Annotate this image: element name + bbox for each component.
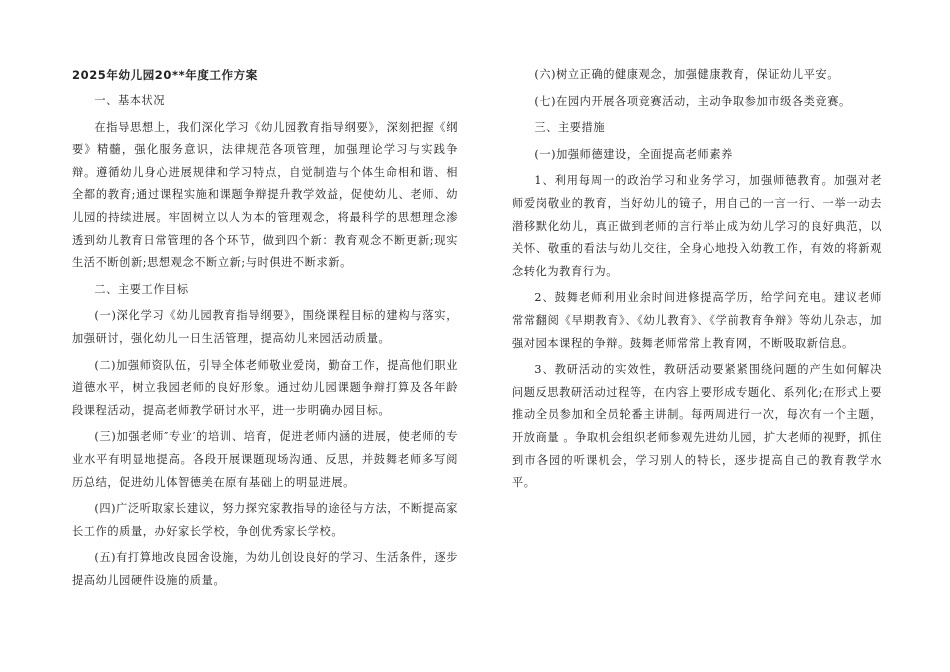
subheading-teacher-ethics: (一)加强师德建设，全面提高老师素养 [534, 147, 733, 161]
section-heading-basic-situation: 一、基本状况 [94, 94, 166, 107]
paragraph-goal-7: (七)在园内开展各项竞赛活动，主动争取参加市级各类竞赛。 [534, 94, 851, 108]
paragraph-guiding-thought: 在指导思想上，我们深化学习《幼儿园教育指导纲要》，深刻把握《纲要》精髓，强化服务意识，法律规范各项管理，加强理论学习与实践争辩。遵循幼儿身心进展规律和学习特点，自觉制造与个体生命相和谐、相全都的教育;通过课程实施和课题争辩提升教学效益，促使幼儿、老师、幼儿园的持续进展。牢固树立以人为本的管理观念，将最科学的思想理念渗透到幼儿教育日常管理的各个环节，做到四个新：教育观念不断更新;现实生活不断创新;思想观念不断立新;与时俱进不断求新。 [72, 120, 458, 270]
document-title: 2025年幼儿园20**年度工作方案 [72, 68, 258, 82]
paragraph-goal-5: (五)有打算地改良园舍设施，为幼儿创设良好的学习、生活条件，逐步提高幼儿园硬件设施的质量。 [72, 551, 458, 587]
paragraph-measure-1: 1、利用每周一的政治学习和业务学习，加强师德教育。加强对老师爱岗敬业的教育，当好幼儿的镜子，用自己的一言一行、一举一动去潜移默化幼儿，真正做到老师的言行举止成为幼儿学习的良好典范，以关怀、敬重的看法与幼儿交往，全身心地投入幼教工作，有效的将新观念转化为教育行为。 [512, 174, 882, 278]
section-heading-main-goals: 二、主要工作目标 [94, 282, 189, 296]
paragraph-measure-2: 2、鼓舞老师利用业余时间进修提高学历，给学问充电。建议老师常常翻阅《早期教育》、《幼儿教育》、《学前教育争辩》等幼儿杂志，加强对园本课程的争辩。鼓舞老师常常上教育网，不断吸取新信息。 [512, 291, 882, 350]
paragraph-goal-2: (二)加强师资队伍，引导全体老师敬业爱岗，勤奋工作，提高他们职业道德水平，树立我园老师的良好形象。通过幼儿园课题争辩打算及各年龄段课程活动，提高老师教学研讨水平，进一步明确办园目标。 [72, 358, 458, 417]
paragraph-goal-1: (一)深化学习《幼儿园教育指导纲要》，围绕课程目标的建构与落实，加强研讨，强化幼儿一日生活管理，提高幼儿来园活动质量。 [72, 309, 458, 345]
paragraph-goal-4: (四)广泛听取家长建议，努力探究家教指导的途径与方法，不断提高家长工作的质量，办好家长学校，争创优秀家长学校。 [72, 502, 458, 538]
paragraph-goal-3: (三)加强老师″专业′的培训、培育，促进老师内涵的进展，使老师的专业水平有明显地提高。各段开展课题现场沟通、反思，并鼓舞老师多写阅历总结，促进幼儿体智德美在原有基础上的明显进展。 [72, 430, 458, 489]
section-heading-main-measures: 三、主要措施 [534, 121, 606, 135]
paragraph-goal-6: (六)树立正确的健康观念，加强健康教育，保证幼儿平安。 [534, 68, 840, 81]
left-column [72, 64, 458, 596]
right-column [512, 64, 882, 499]
paragraph-measure-3: 3、教研活动的实效性，教研活动要紧紧围绕问题的产生如何解决问题反思教研活动过程等，在内容上要形成专题化、系列化;在形式上要推动全员参加和全员轮番主讲制。每两周进行一次，每次有一个主题，开放商量 。争取机会组织老师参观先进幼儿园，扩大老师的视野，抓住到市各园的听课机会，学习别人的特长，逐步提高自己的教育教学水平。 [512, 363, 882, 490]
